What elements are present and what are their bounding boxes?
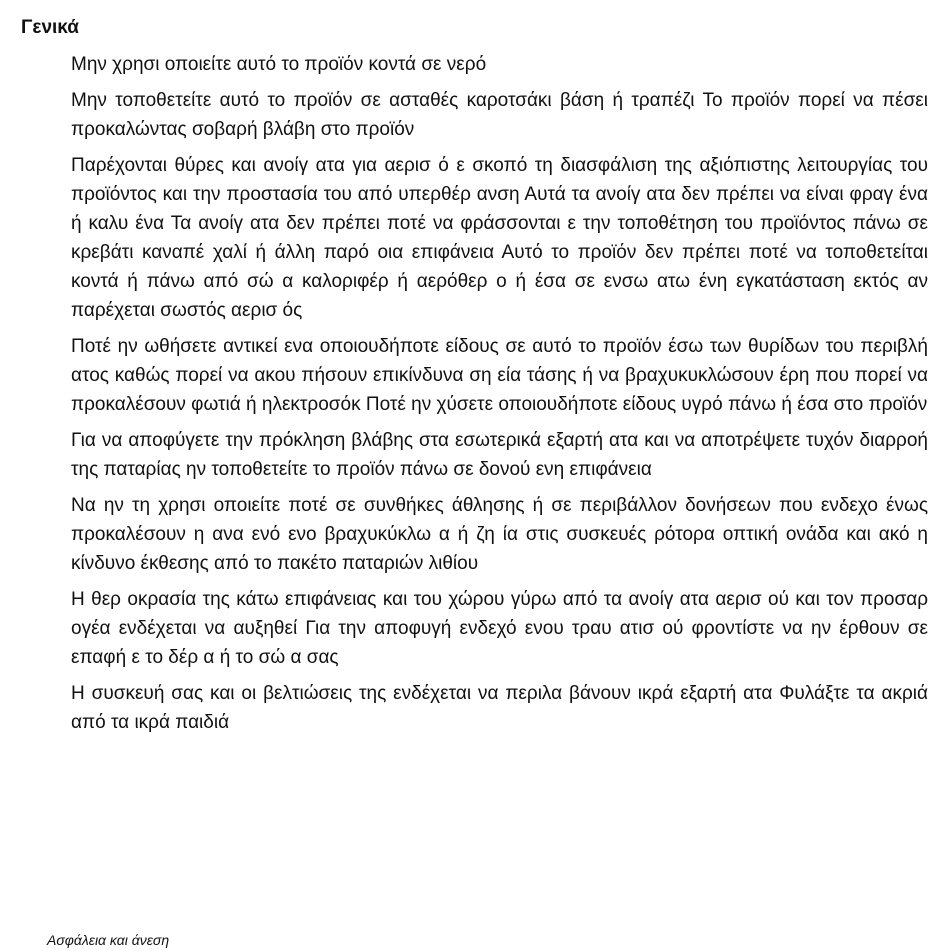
section-heading: Γενικά <box>21 17 79 38</box>
safety-paragraph: Να ην τη χρησι οποιείτε ποτέ σε συνθήκες άθλησης ή σε περιβάλλον δονήσεων που ενδεχο ένως προκαλέσουν η ανα ενό ενο βραχυκύκλω α ή ζη ία στις συσκευές ρότορα οπτική ονάδα και ακό η κίνδυνο έκθεσης από το πακέτο παταριών λιθίου <box>71 495 934 574</box>
safety-paragraph: Ποτέ ην ωθήσετε αντικεί ενα οποιουδήποτε είδους σε αυτό το προϊόν έσω των θυρίδων του περιβλή ατος καθώς πορεί να ακου πήσουν επικίνδυνα ση εία τάσης ή να βραχυκυκλώσουν έρη που πορεί να προκαλέσουν φωτιά ή ηλεκτροσόκ Ποτέ ην χύσετε οποιουδήποτε είδους υγρό πάνω ή έσα στο προϊόν <box>71 336 934 415</box>
safety-paragraph: Η θερ οκρασία της κάτω επιφάνειας και του χώρου γύρω από τα ανοίγ ατα αερισ ού και τον προσαρ ογέα ενδέχεται να αυξηθεί Για την αποφυγή ενδεχό ενου τραυ ατισ ού φροντίστε να ην έρθουν σε επαφή ε το δέρ α ή το σώ α σας <box>71 589 934 668</box>
page-footer: Ασφάλεια και άνεση <box>47 932 170 948</box>
safety-paragraph: Η συσκευή σας και οι βελτιώσεις της ενδέχεται να περιλα βάνουν ικρά εξαρτή ατα Φυλάξτε τα ακριά από τα ικρά παιδιά <box>71 683 934 733</box>
safety-paragraph: Μην τοποθετείτε αυτό το προϊόν σε ασταθές καροτσάκι βάση ή τραπέζι Το προϊόν πορεί να πέσει προκαλώντας σοβαρή βλάβη στο προϊόν <box>71 90 934 140</box>
safety-paragraph: Παρέχονται θύρες και ανοίγ ατα για αερισ ό ε σκοπό τη διασφάλιση της αξιόπιστης λειτουργίας του προϊόντος και την προστασία του από υπερθέρ ανση Αυτά τα ανοίγ ατα δεν πρέπει να είναι φραγ ένα ή καλυ ένα Τα ανοίγ ατα δεν πρέπει ποτέ να φράσσονται ε την τοποθέτηση του προϊόντος πάνω σε κρεβάτι καναπέ χαλί ή άλλη παρό οια επιφάνεια Αυτό το προϊόν δεν πρέπει ποτέ να τοποθετείται κοντά ή πάνω από σώ α καλοριφέρ ή αερόθερ ο ή έσα σε ενσω ατω ένη εγκατάσταση εκτός αν παρέχεται σωστός αερισ ός <box>71 155 934 321</box>
safety-paragraph: Για να αποφύγετε την πρόκληση βλάβης στα εσωτερικά εξαρτή ατα και να αποτρέψετε τυχόν διαρροή της παταρίας ην τοποθετείτε το προϊόν πάνω σε δονού ενη επιφάνεια <box>71 430 934 480</box>
safety-text-body <box>71 50 934 744</box>
safety-paragraph: Μην χρησι οποιείτε αυτό το προϊόν κοντά σε νερό <box>71 54 487 75</box>
